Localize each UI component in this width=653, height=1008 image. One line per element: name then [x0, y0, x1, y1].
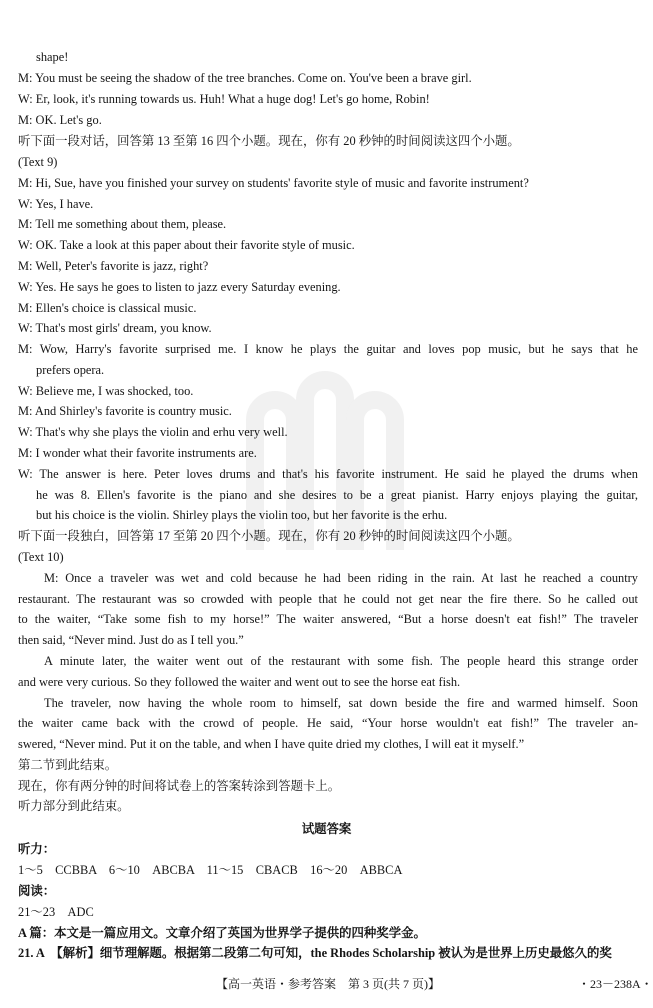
- text-line: he was 8. Ellen's favorite is the piano and she desires to be a great pianist. Harry enjoys playing the guitar,: [36, 488, 638, 502]
- text-line: W: That's why she plays the violin and erhu very well.: [18, 425, 288, 439]
- reading-label: 阅读：: [18, 884, 56, 898]
- text-line: M: Once a traveler was wet and cold because he had been riding in the rain. At last he reached a country: [44, 571, 638, 585]
- text-line: the waiter came back with the crowd of people. He said, “Your horse wouldn't eat fish!” The traveler an-: [18, 716, 638, 730]
- text-line: but his choice is the violin. Shirley plays the violin too, but her favorite is the erhu.: [36, 508, 448, 522]
- footer-page-info: 【高一英语・参考答案 第 3 页(共 7 页)】: [216, 977, 440, 991]
- text-line: 听力部分到此结束。: [18, 799, 130, 813]
- question-21-explanation: 21. A 【解析】细节理解题。根据第二段第二句可知，the Rhodes Scholarship 被认为是世界上历史最悠久的奖: [18, 946, 612, 960]
- listening-label: 听力：: [18, 842, 56, 856]
- text-line: 听下面一段对话，回答第 13 至第 16 四个小题。现在，你有 20 秒钟的时间阅读这四个小题。: [18, 134, 520, 148]
- text-line: 听下面一段独白，回答第 17 至第 20 四个小题。现在，你有 20 秒钟的时间阅读这四个小题。: [18, 529, 520, 543]
- text-line: 第二节到此结束。: [18, 758, 118, 772]
- text-line: restaurant. The restaurant was so crowded with people that he could not get near the fire there. So he called out: [18, 592, 638, 606]
- text-line: M: Well, Peter's favorite is jazz, right?: [18, 259, 209, 273]
- text-line: M: Hi, Sue, have you finished your survey on students' favorite style of music and favorite instrument?: [18, 176, 529, 190]
- text-line: (Text 10): [18, 550, 64, 564]
- text-line: M: You must be seeing the shadow of the tree branches. Come on. You've been a brave girl.: [18, 71, 472, 85]
- text-line: A minute later, the waiter went out of the restaurant with some fish. The people heard this strange order: [44, 654, 638, 668]
- text-line: The traveler, now having the whole room to himself, sat down beside the fire and warmed himself. Soon: [44, 696, 638, 710]
- text-line: W: The answer is here. Peter loves drums and that's his favorite instrument. He said he played the drums when: [18, 467, 638, 481]
- text-line: M: I wonder what their favorite instruments are.: [18, 446, 257, 460]
- reading-answers: 21～23 ADC: [18, 905, 94, 919]
- text-line: swered, “Never mind. Put it on the table, and when I have quite dried my clothes, I will eat it myself.”: [18, 737, 525, 751]
- passage-a-summary: A 篇：本文是一篇应用文。文章介绍了英国为世界学子提供的四种奖学金。: [18, 926, 426, 940]
- text-line: M: Ellen's choice is classical music.: [18, 301, 197, 315]
- text-line: to the waiter, “Take some fish to my horse!” The waiter answered, “But a horse doesn't eat fish!” The traveler: [18, 612, 638, 626]
- text-line: M: And Shirley's favorite is country music.: [18, 404, 232, 418]
- text-line: M: Tell me something about them, please.: [18, 217, 227, 231]
- text-line: (Text 9): [18, 155, 58, 169]
- text-line: W: Yes. He says he goes to listen to jazz every Saturday evening.: [18, 280, 341, 294]
- footer-code: ・23－238A・: [578, 977, 653, 991]
- text-line: 现在，你有两分钟的时间将试卷上的答案转涂到答题卡上。: [18, 779, 341, 793]
- text-line: M: Wow, Harry's favorite surprised me. I know he plays the guitar and loves pop music, but he says that he: [18, 342, 638, 356]
- listening-answers: 1～5 CCBBA 6～10 ABCBA 11～15 CBACB 16～20 ABBCA: [18, 863, 403, 877]
- text-line: W: That's most girls' dream, you know.: [18, 321, 212, 335]
- text-line: W: OK. Take a look at this paper about their favorite style of music.: [18, 238, 355, 252]
- text-line: prefers opera.: [36, 363, 105, 377]
- text-line: shape!: [36, 50, 69, 64]
- answers-heading: 试题答案: [301, 822, 352, 836]
- text-line: W: Believe me, I was shocked, too.: [18, 384, 194, 398]
- text-line: W: Er, look, it's running towards us. Huh! What a huge dog! Let's go home, Robin!: [18, 92, 430, 106]
- text-line: then said, “Never mind. Just do as I tell you.”: [18, 633, 244, 647]
- text-line: M: OK. Let's go.: [18, 113, 102, 127]
- text-line: W: Yes, I have.: [18, 197, 94, 211]
- text-line: and were very curious. So they followed the waiter and went out to see the horse eat fish.: [18, 675, 461, 689]
